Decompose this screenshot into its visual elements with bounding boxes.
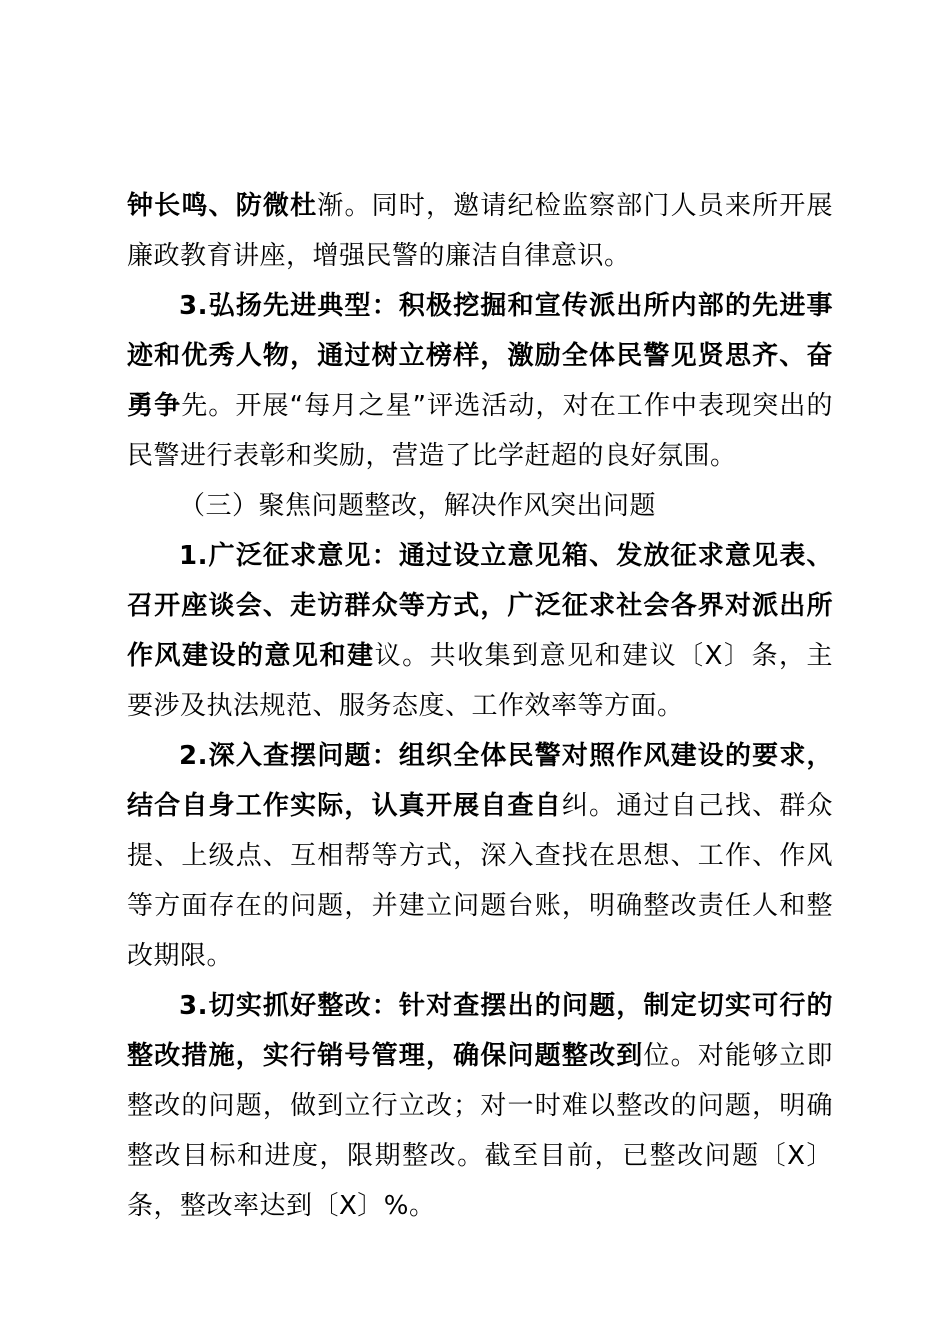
paragraph-1-bold: 钟长鸣、防微杜 [127, 191, 318, 221]
paragraph-2 [127, 281, 833, 481]
paragraph-5 [127, 981, 833, 1231]
paragraph-1-text: 渐。同时，邀请纪检监察部门人员来所开展廉政教育讲座，增强民警的廉洁自律意识。 [127, 191, 833, 271]
section-heading [127, 481, 833, 531]
paragraph-2-text: 先。开展“每月之星”评选活动，对在工作中表现突出的民警进行表彰和奖励，营造了比学赶超的良好氛围。 [127, 391, 833, 471]
paragraph-1 [127, 181, 833, 281]
paragraph-4-text: 纠。通过自己找、群众提、上级点、互相帮等方式，深入查找在思想、工作、作风等方面存在的问题，并建立问题台账，明确整改责任人和整改期限。 [127, 791, 833, 971]
document-page [127, 181, 833, 1231]
paragraph-4 [127, 731, 833, 981]
paragraph-3-bold: 1.广泛征求意见：通过设立意见箱、发放征求意见表、召开座谈会、走访群众等方式，广泛征求社会各界对派出所作风建设的意见和建 [127, 541, 833, 671]
paragraph-5-text: 位。对能够立即整改的问题，做到立行立改；对一时难以整改的问题，明确整改目标和进度，限期整改。截至目前，已整改问题〔X〕条，整改率达到〔X〕%。 [127, 1041, 833, 1221]
paragraph-3-text: 议。共收集到意见和建议〔X〕条，主要涉及执法规范、服务态度、工作效率等方面。 [127, 641, 833, 721]
paragraph-3 [127, 531, 833, 731]
paragraph-4-bold: 2.深入查摆问题：组织全体民警对照作风建设的要求，结合自身工作实际，认真开展自查自 [127, 741, 833, 821]
paragraph-5-bold: 3.切实抓好整改：针对查摆出的问题，制定切实可行的整改措施，实行销号管理，确保问题整改到 [127, 991, 833, 1071]
section-heading-text: （三）聚焦问题整改，解决作风突出问题 [179, 491, 657, 521]
paragraph-2-bold: 3.弘扬先进典型：积极挖掘和宣传派出所内部的先进事迹和优秀人物，通过树立榜样，激励全体民警见贤思齐、奋勇争 [127, 291, 833, 421]
